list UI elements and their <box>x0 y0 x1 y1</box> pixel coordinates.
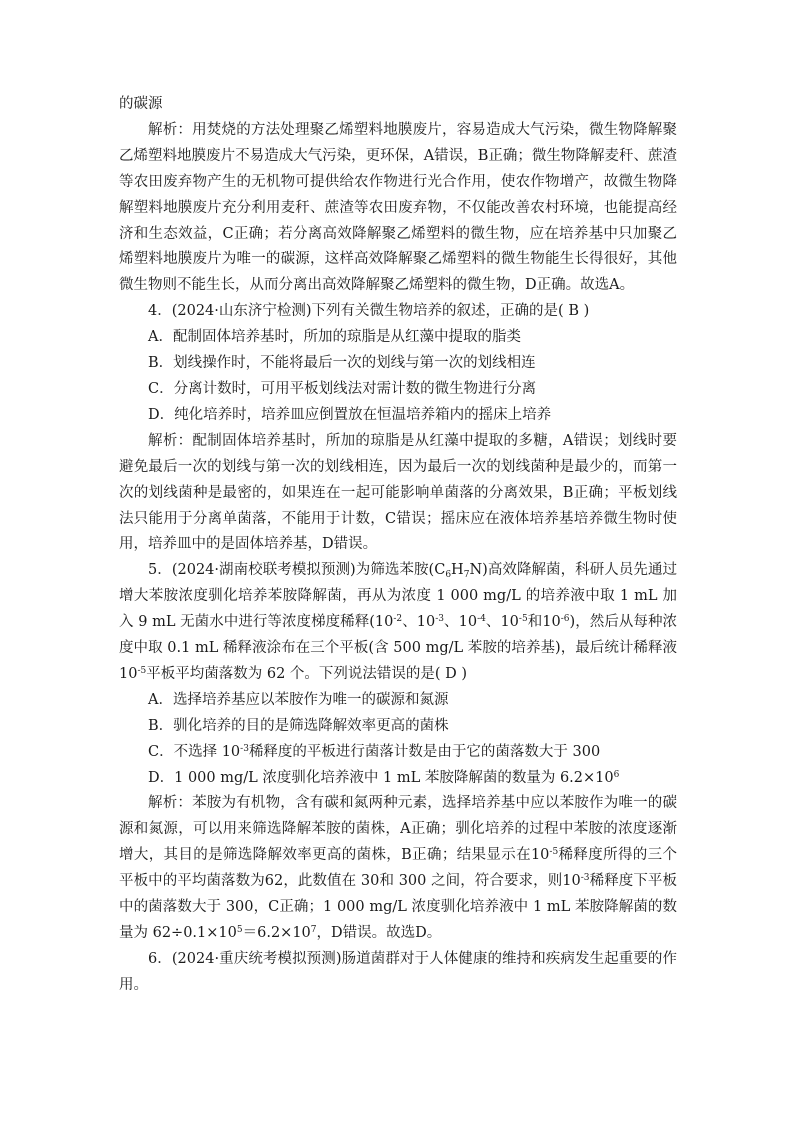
option-text: 稀释度的平板进行菌落计数是由于它的菌落数大于 300 <box>248 743 601 760</box>
q5-stem-part: 、10 <box>402 614 436 631</box>
q5-stem-part: 平板平均菌落数为 62 个。下列说法错误的是( D ) <box>146 665 468 682</box>
q5-option-a: A．选择培养基应以苯胺作为唯一的碳源和氮源 <box>148 691 449 708</box>
q3-analysis: 解析：用焚烧的方法处理聚乙烯塑料地膜废片，容易造成大气污染，微生物降解聚乙烯塑料地膜废片不易造成大气污染，更环保，A错误，B正确；微生物降解麦秆、蔗渣等农田废弃物产生的无机物可提供给农作物进行光合作用，使农作物增产，故微生物降解塑料地膜废片充分利用麦秆、蔗渣等农田废弃物，不仅能改善农村环境，也能提高经济和生态效益，C正确；若分离高效降解聚乙烯塑料的微生物，应在培养基中只加聚乙烯塑料地膜废片为唯一的碳源，这样高效降解聚乙烯塑料的微生物能生长得很好，其他微生物则不能生长，从而分离出高效降解聚乙烯塑料的微生物，D正确。故选A。 <box>119 121 677 294</box>
exponent: 5 <box>236 925 243 935</box>
q5-stem-part: 5．(2024·湖南校联考模拟预测)为筛选苯胺(C <box>148 562 446 579</box>
exponent: -5 <box>549 847 559 858</box>
exponent: 7 <box>310 925 317 935</box>
formula-subscript: 6 <box>445 570 452 581</box>
analysis-text: 解析：苯胺为有机物，含有碳和氮两种元素，选择培养基中应以苯胺作为唯一的碳源和氮源，可以用来筛选降解苯胺的菌株，A正确；驯化培养的过程中苯胺的浓度逐渐增大，其目的是筛选降解效率更高的菌株，B正确；结果显示在10 <box>119 795 677 864</box>
q4-option-b: B．划线操作时，不能将最后一次的划线与第一次的划线相连 <box>148 355 536 372</box>
continued-line: 的碳源 <box>119 96 163 112</box>
q4-option-c: C．分离计数时，可用平板划线法对需计数的微生物进行分离 <box>148 380 537 397</box>
analysis-text: ，D错误。故选D。 <box>316 925 442 941</box>
exponent: 6 <box>613 769 620 780</box>
exponent: -2 <box>393 614 403 625</box>
q5-stem-part: )，然后从每种浓度中取 0.1 mL 稀释液涂布在三个平板(含 500 mg/L 苯胺的培养基)，最后统计稀释液 10 <box>119 614 678 682</box>
q5-stem-part: 和10 <box>527 614 561 631</box>
q5-stem-part: N)高效降解菌，科研人员先通过增大苯胺浓度驯化培养苯胺降解菌，再从为浓度 1 000 mg/L 的培养液中取 1 mL 加入 9 mL 无菌水中进行等浓度梯度稀释(10 <box>119 562 678 631</box>
exponent: -3 <box>580 873 590 884</box>
option-text: C．不选择 10 <box>148 743 241 760</box>
option-text: D．1 000 mg/L 浓度驯化培养液中 1 mL 苯胺降解菌的数量为 6.2×10 <box>148 769 614 786</box>
text-column <box>119 92 677 999</box>
formula-subscript: 7 <box>463 570 470 581</box>
analysis-text: 稀释度所得的三个平板中的平均菌落数为62，此数值在 30和 300 之间，符合要求，则10 <box>119 847 678 890</box>
exponent: -3 <box>240 743 249 754</box>
q4-option-d: D．纯化培养时，培养皿应倒置放在恒温培养箱内的摇床上培养 <box>148 406 552 423</box>
q5-option-d <box>119 766 677 792</box>
exponent: -5 <box>518 614 528 625</box>
q4-stem: 4．(2024·山东济宁检测)下列有关微生物培养的叙述，正确的是( B ) <box>148 303 590 320</box>
q5-stem-part: 、10 <box>444 614 478 631</box>
exponent: -3 <box>435 614 444 625</box>
q4-analysis: 解析：配制固体培养基时，所加的琼脂是从红藻中提取的多糖，A错误；划线时要避免最后一次的划线与第一次的划线相连，因为最后一次的划线菌种是最少的，而第一次的划线菌种是最密的，如果连在一起可能影响单菌落的分离效果，B正确；平板划线法只能用于分离单菌落，不能用于计数，C错误；摇床应在液体培养基培养微生物时使用，培养皿中的是固体培养基，D错误。 <box>119 432 677 553</box>
q5-option-c <box>119 740 677 766</box>
q5-stem-part: 、10 <box>485 614 519 631</box>
q5-stem <box>119 558 677 688</box>
formula-element: H <box>451 562 464 579</box>
q5-analysis <box>119 791 677 946</box>
analysis-text: ＝6.2×10 <box>242 925 311 941</box>
q4-option-a: A．配制固体培养基时，所加的琼脂是从红藻中提取的脂类 <box>148 329 521 346</box>
exponent: -4 <box>477 614 486 625</box>
exponent: -5 <box>137 665 147 676</box>
q5-option-b: B．驯化培养的目的是筛选降解效率更高的菌株 <box>148 717 449 734</box>
q6-stem: 6．(2024·重庆统考模拟预测)肠道菌群对于人体健康的维持和疾病发生起重要的作用。 <box>119 950 677 993</box>
analysis-text: 稀释度下平板中的菌落数大于 300，C正确；1 000 mg/L 浓度驯化培养液中 1 mL 苯胺降解菌的数量为 62÷0.1×10 <box>119 873 678 941</box>
exponent: -6 <box>560 614 570 625</box>
